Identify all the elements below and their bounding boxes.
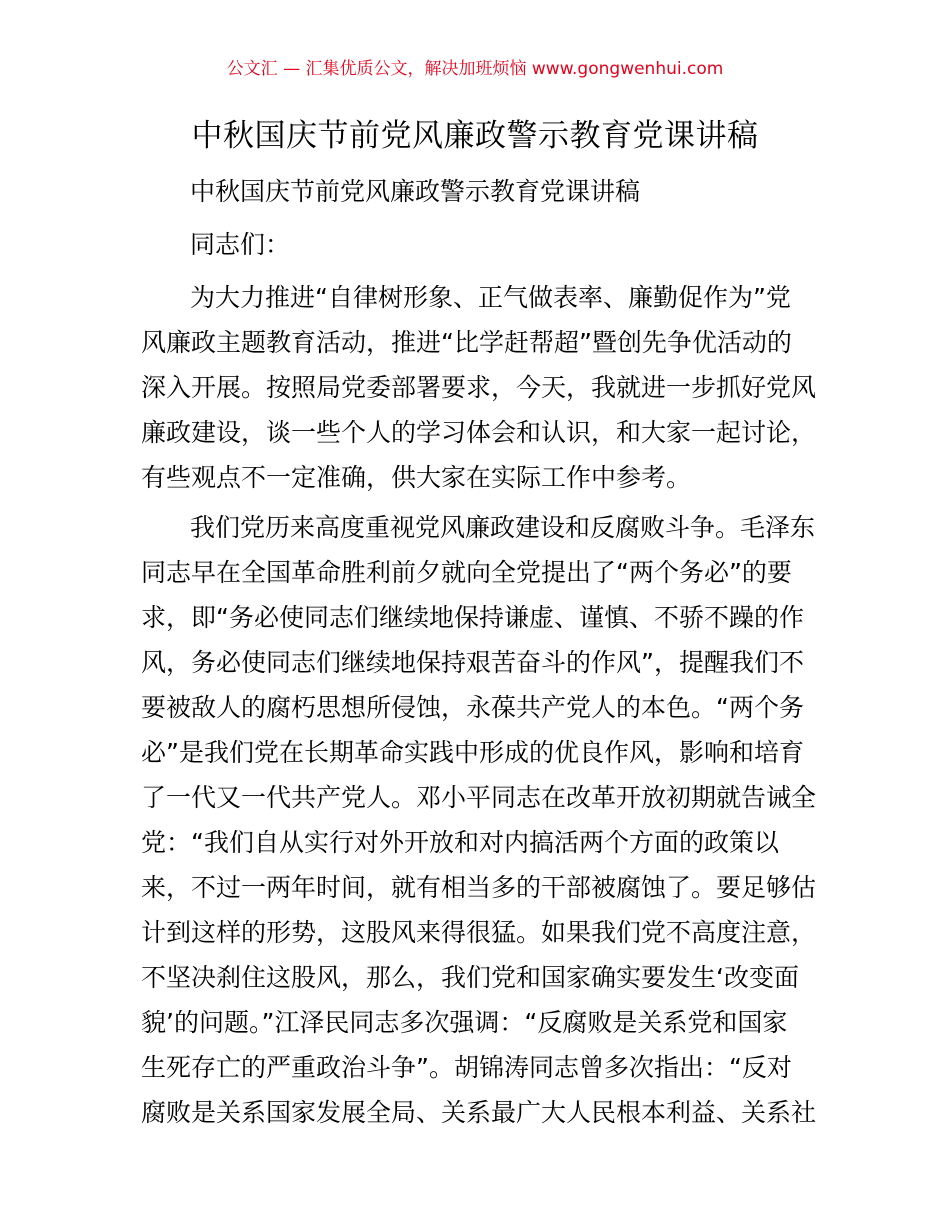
paragraph-1	[141, 275, 821, 500]
paragraph-line: 我们党历来高度重视党风廉政建设和反腐败斗争。毛泽东	[190, 513, 816, 542]
paragraph-line: 了一代又一代共产党人。邓小平同志在改革开放初期就告诫全	[141, 783, 817, 812]
salutation: 同志们：	[190, 230, 291, 259]
site-header-banner: 公文汇 — 汇集优质公文，解决加班烦恼 www.gongwenhui.com	[226, 59, 724, 79]
document-subtitle: 中秋国庆节前党风廉政警示教育党课讲稿	[190, 177, 641, 206]
paragraph-line: 有些观点不一定准确，供大家在实际工作中参考。	[141, 463, 692, 492]
paragraph-line: 来，不过一两年时间，就有相当多的干部被腐蚀了。要足够估	[141, 873, 817, 902]
paragraph-line: 要被敌人的腐朽思想所侵蚀，永葆共产党人的本色。“两个务	[141, 693, 804, 722]
paragraph-line: 风，务必使同志们继续地保持艰苦奋斗的作风”，提醒我们不	[141, 648, 804, 677]
paragraph-line: 不坚决刹住这股风，那么，我们党和国家确实要发生‘改变面	[141, 963, 799, 992]
document-title: 中秋国庆节前党风廉政警示教育党课讲稿	[191, 118, 759, 154]
paragraph-line: 貌’的问题。”江泽民同志多次强调：“反腐败是关系党和国家	[141, 1008, 788, 1037]
paragraph-line: 计到这样的形势，这股风来得很猛。如果我们党不高度注意，	[141, 918, 817, 947]
paragraph-line: 求，即“务必使同志们继续地保持谦虚、谨慎、不骄不躁的作	[141, 603, 804, 632]
paragraph-line: 风廉政主题教育活动，推进“比学赶帮超”暨创先争优活动的	[141, 328, 792, 357]
paragraph-line: 同志早在全国革命胜利前夕就向全党提出了“两个务必”的要	[141, 558, 792, 587]
paragraph-line: 深入开展。按照局党委部署要求，今天，我就进一步抓好党风	[141, 373, 817, 402]
paragraph-line: 廉政建设，谈一些个人的学习体会和认识，和大家一起讨论，	[141, 418, 817, 447]
paragraph-line: 生死存亡的严重政治斗争”。胡锦涛同志曾多次指出：“反对	[141, 1053, 792, 1082]
paragraph-line: 为大力推进“自律树形象、正气做表率、廉勤促作为”党	[190, 283, 791, 312]
paragraph-2	[141, 505, 821, 1135]
paragraph-line: 必”是我们党在长期革命实践中形成的优良作风，影响和培育	[141, 738, 804, 767]
paragraph-line: 腐败是关系国家发展全局、关系最广大人民根本利益、关系社	[141, 1098, 817, 1127]
paragraph-line: 党：“我们自从实行对外开放和对内搞活两个方面的政策以	[141, 828, 779, 857]
